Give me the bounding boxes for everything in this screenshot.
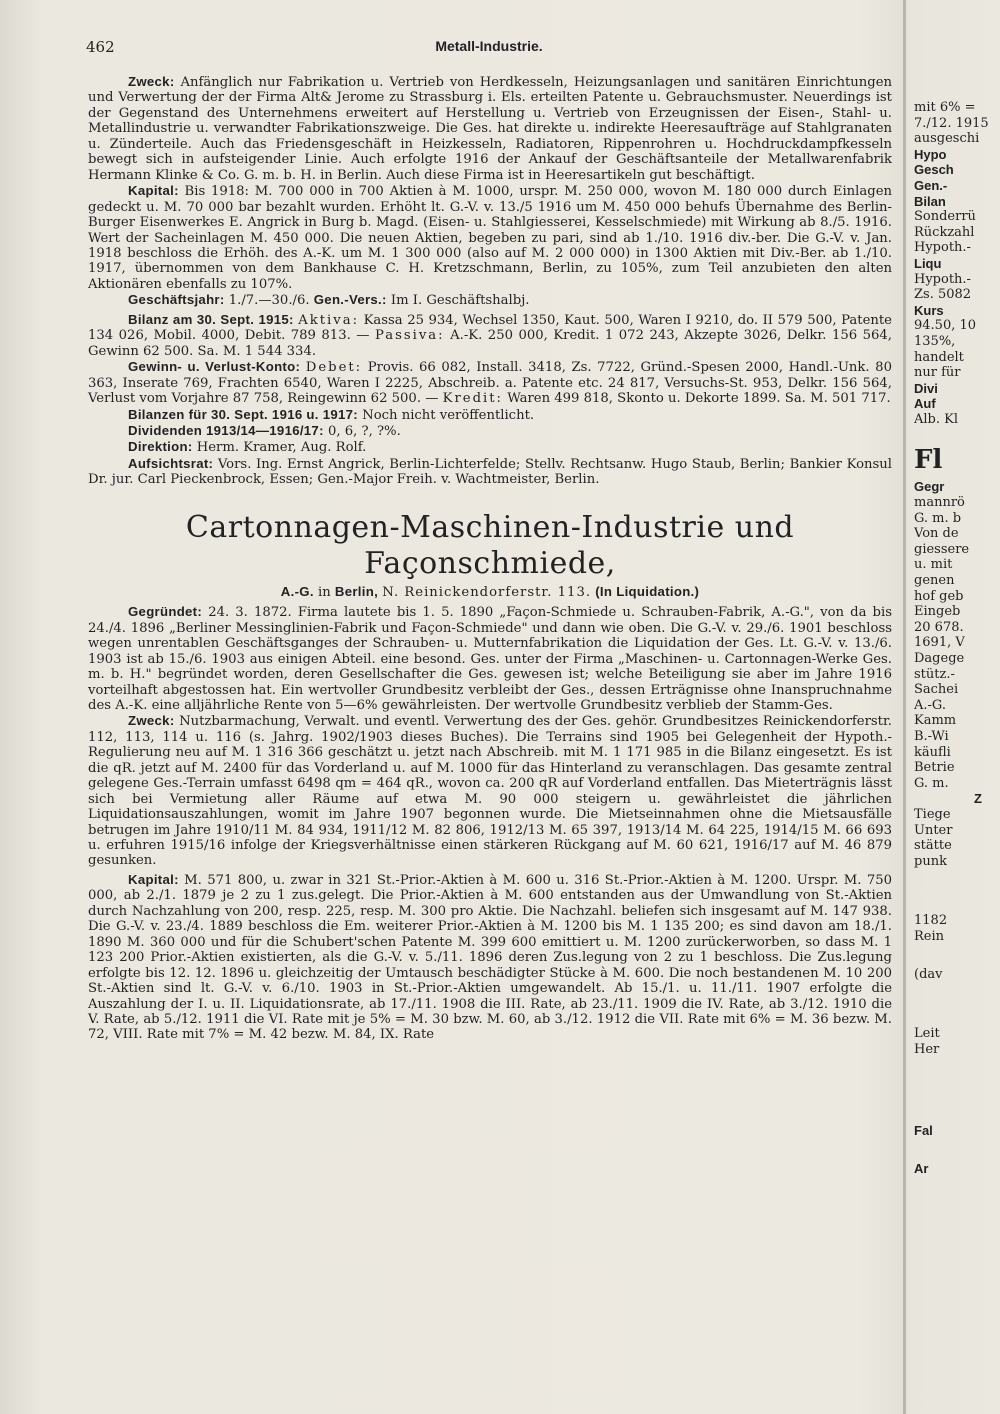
right-line: Divi	[914, 380, 938, 396]
spacer	[914, 1139, 1000, 1161]
right-line: giessere	[914, 541, 970, 557]
page-number: 462	[86, 38, 115, 56]
running-title: Metall-Industrie.	[435, 38, 543, 54]
right-line: Betrie	[914, 760, 955, 776]
right-line: A.-G.	[914, 697, 946, 713]
passiva-word: Passiva:	[374, 328, 445, 344]
right-line: Dagege	[914, 651, 965, 666]
gen-vers-label: Gen.-Vers.:	[313, 292, 387, 308]
zweck2-text: Nutzbarmachung, Verwalt. und eventl. Verwertung des der Ges. gehör. Grundbesitzes Reinickendorferstr. 112, 113, 114 u. 116 (s. Jahrg. 1902/1903 dieses Buches). Die Terrains sind 1905 bei Gelegenheit der Hypoth.-Regulierung neu auf M. 1 316 366 geschätzt u. jetzt nach Abschreib. mit M. 1 171 985 in die Bilanz eingesetzt. Es ist die qR. jetzt auf M. 2400 für das Vorderland u. auf M. 1000 für das Hinterland zu veranschlagen. Das gesamte zentral gelegene Ges.-Terrain umfasst 6498 qm = 464 qR., wovon ca. 200 qR auf Vorderland entfallen. Das Mieterträgnis lässt sich bei Vermietung aller Räume auf etwa M. 90 000 steigern u. gewährleistet die jährlichen Liquidationsauszahlungen, womit im Jahre 1907 begonnen wurde. Die Mietseinnahmen ohne die Mietsausfälle betrugen im Jahre 1910/11 M. 84 934, 1911/12 M. 82 806, 1912/13 M. 65 397, 1913/14 M. 64 225, 1914/15 M. 66 693 u. erfuhren 1915/16 infolge der Kriegsverhältnisse einen stärkeren Rückgang auf M. 60 621, 1916/17 auf M. 46 879 gesunken.	[88, 714, 892, 869]
direktion-label: Direktion:	[128, 439, 193, 455]
right-line: Alb. Kl	[914, 411, 959, 427]
gegruendet-text: 24. 3. 1872. Firma lautete bis 1. 5. 1890 „Façon-Schmiede u. Schrauben-Fabrik, A.-G.", von da bis 24./4. 1896 „Berliner Messinglinien-Fabrik und Façon-Schmiede" und dann wie oben. Die G.-V. v. 29./6. 1901 beschloss wegen unrentablen Geschäftsganges der Schrauben- u. Mutternfabrikation die Liquidation der Ges. Lt. G.-V. v. 13./6. 1903 ist ab 15./6. 1903 aus einigen Abteil. eine besond. Ges. unter der Firma „Maschinen- u. Cartonnagen-Werke Ges. m. b. H." begründet worden, deren Gesellschafter die Ges. gewesen ist; welche Beteiligung sie aber im Jahre 1916 vorteilhaft abgestossen hat. Ein wertvoller Grundbesitz verbleibt der Ges., dessen Erträgnisse ohne Inanspruchnahme des A.-K. eine alljährliche Rente von 5—6% gewährleisten. Der wertvolle Grundbesitz verblieb der Stamm-Ges.	[88, 605, 892, 713]
right-line: B.-Wi	[914, 728, 949, 744]
dividenden-text: 0, 6, ?, ?%.	[327, 423, 401, 439]
bilanzen-paragraph	[88, 407, 892, 423]
right-line: G. m.	[914, 775, 949, 791]
right-line: stütz.-	[914, 666, 955, 682]
debet-word: Debet:	[305, 360, 363, 376]
right-line: Kamm	[914, 713, 957, 729]
ag-label: A.-G.	[280, 583, 314, 599]
right-line: Eingeb	[914, 604, 961, 620]
right-line: Hypo	[914, 146, 947, 162]
bilanz-label: Bilanz am 30. Sept. 1915:	[128, 311, 294, 327]
kapital-label: Kapital:	[128, 183, 179, 199]
right-line: Gesch	[914, 162, 954, 178]
right-line: Rein	[914, 928, 945, 944]
spacer	[914, 945, 1000, 967]
right-line: 94.50, 10	[914, 318, 977, 334]
geschaeftsjahr-text: 1./7.—30./6.	[228, 293, 310, 309]
zweck-label: Zweck:	[128, 74, 175, 89]
spacer	[914, 1057, 1000, 1079]
right-line: hof geb	[914, 588, 964, 604]
in-word: in	[318, 584, 331, 600]
right-line: mit 6% =	[914, 100, 976, 115]
right-line: stätte	[914, 838, 952, 854]
gegruendet-paragraph	[88, 604, 892, 713]
right-line: 135%,	[914, 333, 956, 349]
right-line: ausgeschi	[914, 131, 980, 147]
main-column	[88, 74, 892, 1043]
page-fold	[903, 0, 906, 1414]
right-line: Von de	[914, 526, 959, 542]
bilanz-text-1: Kassa 25 934, Wechsel 1350, Kaut. 500, Waren I 9210, do. II 579 500, Patente 134 026, Mobil. 4000, Debit. 789 813. —	[88, 312, 892, 344]
liquidation-status: (In Liquidation.)	[595, 583, 700, 599]
right-line: handelt	[914, 349, 964, 365]
right-line: (dav	[914, 966, 943, 982]
company-address: N. Reinickendorferstr. 113.	[382, 584, 592, 600]
zweck-paragraph	[88, 74, 892, 183]
gegruendet-label: Gegründet:	[128, 604, 203, 620]
right-heading: Fl	[914, 445, 943, 476]
kapital2-paragraph	[88, 872, 892, 1043]
right-line: 7./12. 1915	[914, 115, 989, 131]
zweck2-paragraph	[88, 713, 892, 869]
direktion-text: Herm. Kramer, Aug. Rolf.	[196, 440, 367, 456]
right-line: punk	[914, 853, 947, 869]
zweck-text: Anfänglich nur Fabrikation u. Vertrieb von Herdkesseln, Heizungsanlagen und sanitären Einrichtungen und Verwertung der der Firma Alt& Jerome zu Strassburg i. Els. erteilten Patente u. Gebrauchsmuster. Neuerdings ist der Gegenstand des Unternehmens erweitert auf Herstellung u. Vertrieb von Erzeugnissen der Eisen-, Stahl- u. Metallindustrie u. verwandter Fabrikationszweige. Die Ges. hat direkte u. indirekte Heeresaufträge auf Stahlgranaten u. Zünderteile. Auch das Friedensgeschäft in Heizkesseln, Radiatoren, Rippenrohren u. Hochdruckdampfkesseln bewegt sich in aufsteigender Linie. Auch erfolgte 1916 der Ankauf der Geschäftsanteile der Metallwarenfabrik Hermann Klinke & Co. G. m. b. H. in Berlin. Auch diese Firma ist in Heeresartikeln gut beschäftigt.	[88, 75, 892, 183]
right-column-fragment	[914, 100, 1000, 1176]
kredit-word: Kredit:	[442, 391, 503, 407]
right-line: Hypoth.-	[914, 271, 971, 287]
right-line: Leit	[914, 1026, 940, 1042]
right-line: Z	[974, 791, 982, 807]
right-line: Gen.-	[914, 177, 948, 193]
aufsichtsrat-label: Aufsichtsrat:	[128, 455, 214, 471]
right-line: Sachei	[914, 682, 959, 698]
spacer	[914, 1004, 1000, 1026]
guv-text-2: Waren 499 818, Skonto u. Dekorte 1899. Sa. M. 501 717.	[507, 391, 891, 407]
right-line: u. mit	[914, 557, 953, 573]
guv-paragraph	[88, 359, 892, 406]
bilanzen-text: Noch nicht veröffentlicht.	[362, 407, 535, 423]
aufsichtsrat-text: Vors. Ing. Ernst Angrick, Berlin-Lichterfelde; Stellv. Rechtsanw. Hugo Staub, Berlin; Bankier Konsul Dr. jur. Carl Pieckenbrock, Essen; Gen.-Major Freih. v. Wachtmeister, Berlin.	[88, 456, 892, 488]
kapital2-text: M. 571 800, u. zwar in 321 St.-Prior.-Aktien à M. 600 u. 316 St.-Prior.-Aktien à M. 1200. Urspr. M. 750 000, ab 2./1. 1879 je 2 zu 1 zus.gelegt. Die Prior.-Aktien à M. 600 entstanden aus der Umwandlung von St.-Aktien durch Nachzahlung von 200, resp. 225, resp. M. 300 pro Aktie. Die Nachzahl. beliefen sich insgesamt auf M. 147 938. Die G.-V. v. 23./4. 1889 beschloss die Em. weiterer Prior.-Aktien à M. 1200 bis M. 1 135 200; es sind davon am 18./1. 1890 M. 360 000 und für die Schubert'schen Patente M. 399 600 emittiert u. M. 1200 zurückerworben, so dass M. 1 123 200 Prior.-Aktien existierten, als die G.-V. v. 5./11. 1896 deren Zus.legung von 2 zu 1 beschloss. Die Zus.legung erfolgte bis 12. 12. 1896 u. gleichzeitig der Umtausch beschädigter Stücke à M. 600. Die noch bestandenen M. 10 200 St.-Aktien sind lt. G.-V. v. 6./10. 1903 in St.-Prior.-Aktien umgewandelt. Ab 15./1. u. 11./11. 1907 erfolgte die Auszahlung der I. u. II. Liquidationsrate, ab 17./11. 1908 die III. Rate, ab 23./11. 1909 die IV. Rate, ab 3./12. 1910 die V. Rate, ab 5./12. 1911 die VI. Rate mit je 5% = M. 30 bzw. M. 60, ab 3./12. 1912 die VII. Rate mit 6% = M. 36 bezw. M. 72, VIII. Rate mit 7% = M. 42 bezw. M. 84, IX. Rate	[88, 872, 892, 1043]
right-line: genen	[914, 573, 955, 589]
spacer	[914, 891, 1000, 913]
right-line: Gegr	[914, 479, 945, 495]
bilanzen-label: Bilanzen für 30. Sept. 1916 u. 1917:	[128, 406, 358, 422]
direktion-paragraph	[88, 439, 892, 455]
right-line: käufli	[914, 744, 951, 760]
guv-label: Gewinn- u. Verlust-Konto:	[128, 359, 301, 375]
right-line: 1182	[914, 913, 948, 929]
right-line: Liqu	[914, 255, 942, 271]
right-line: Zs. 5082	[914, 287, 972, 303]
right-line: Auf	[914, 396, 936, 412]
guv-text-1: Provis. 66 082, Install. 3418, Zs. 7722, Gründ.-Spesen 2000, Handl.-Unk. 80 363, Inserate 769, Frachten 6540, Waren I 2225, Abschreib. a. Patente etc. 24 817, Versuchs-St. 953, Delkr. 156 564, Verlust vom Vorjahre 87 758, Reingewinn 62 500. —	[88, 360, 892, 407]
company-title: Cartonnagen-Maschinen-Industrie und Façonschmiede,	[185, 509, 795, 581]
bilanz-text-2: A.-K. 250 000, Kredit. 1 072 243, Akzepte 3026, Delkr. 156 564, Gewinn 62 500. Sa. M. 1 544 334.	[88, 328, 892, 359]
kapital-paragraph	[88, 183, 892, 292]
bilanz-paragraph	[88, 312, 892, 359]
geschaeftsjahr-label: Geschäftsjahr:	[128, 292, 225, 308]
right-line: 20 678.	[914, 619, 964, 635]
kapital-text: Bis 1918: M. 700 000 in 700 Aktien à M. 1000, urspr. M. 250 000, wovon M. 180 000 durch Einlagen gedeckt u. M. 70 000 bar bezahlt wurden. Erhöht lt. G.-V. v. 13./5 1916 um M. 450 000 behufs Übernahme des Berlin-Burger Eisenwerkes E. Angrick in Burg b. Magd. (Eisen- u. Stahlgiesserei, Kesselschmiede) mit Wirkung ab 8./5. 1916. Wert der Sacheinlagen M. 450 000. Die neuen Aktien, begeben zu pari, sind ab 1./10. 1916 div.-ber. Die G.-V. v. Jan. 1918 beschloss die Erhöh. des A.-K. um M. 1 300 000 (also auf M. 2 000 000) in 1300 Aktien mit Div.-Ber. ab 1./10. 1917, übernommen von dem Bankhause C. H. Kretzschmann, Berlin, zu 105%, zum Teil anzubieten den alten Aktionären ebenfalls zu 107%.	[88, 184, 892, 292]
gen-vers-text: Im I. Geschäftshalbj.	[390, 293, 530, 309]
aufsichtsrat-paragraph	[88, 456, 892, 488]
right-line: Fal	[914, 1123, 933, 1139]
right-line: Kurs	[914, 302, 944, 318]
right-line: Bilan	[914, 193, 946, 209]
spacer	[914, 1079, 1000, 1101]
spacer	[914, 1101, 1000, 1123]
right-line: Tiege	[914, 806, 951, 822]
right-line: Her	[914, 1041, 940, 1057]
spacer	[914, 982, 1000, 1004]
dividenden-paragraph	[88, 423, 892, 439]
kapital2-label: Kapital:	[128, 871, 179, 887]
dividenden-label: Dividenden 1913/14—1916/17:	[128, 422, 324, 438]
page-header	[86, 38, 892, 62]
aktiva-word: Aktiva:	[298, 312, 360, 328]
right-line: Hypoth.-	[914, 240, 971, 256]
right-line: nur für	[914, 365, 961, 381]
right-line: Ar	[914, 1160, 929, 1176]
right-line: Unter	[914, 822, 953, 838]
right-line: Rückzahl	[914, 224, 975, 240]
right-line: G. m. b	[914, 510, 962, 526]
right-line: Sonderrü	[914, 209, 976, 225]
city-name: Berlin,	[334, 583, 379, 599]
spacer	[914, 869, 1000, 891]
right-line: 1691, V	[914, 635, 965, 651]
company-subtitle	[88, 584, 892, 600]
geschaeftsjahr-paragraph	[88, 292, 892, 308]
zweck2-label: Zweck:	[128, 713, 175, 729]
right-line: mannrö	[914, 495, 965, 511]
